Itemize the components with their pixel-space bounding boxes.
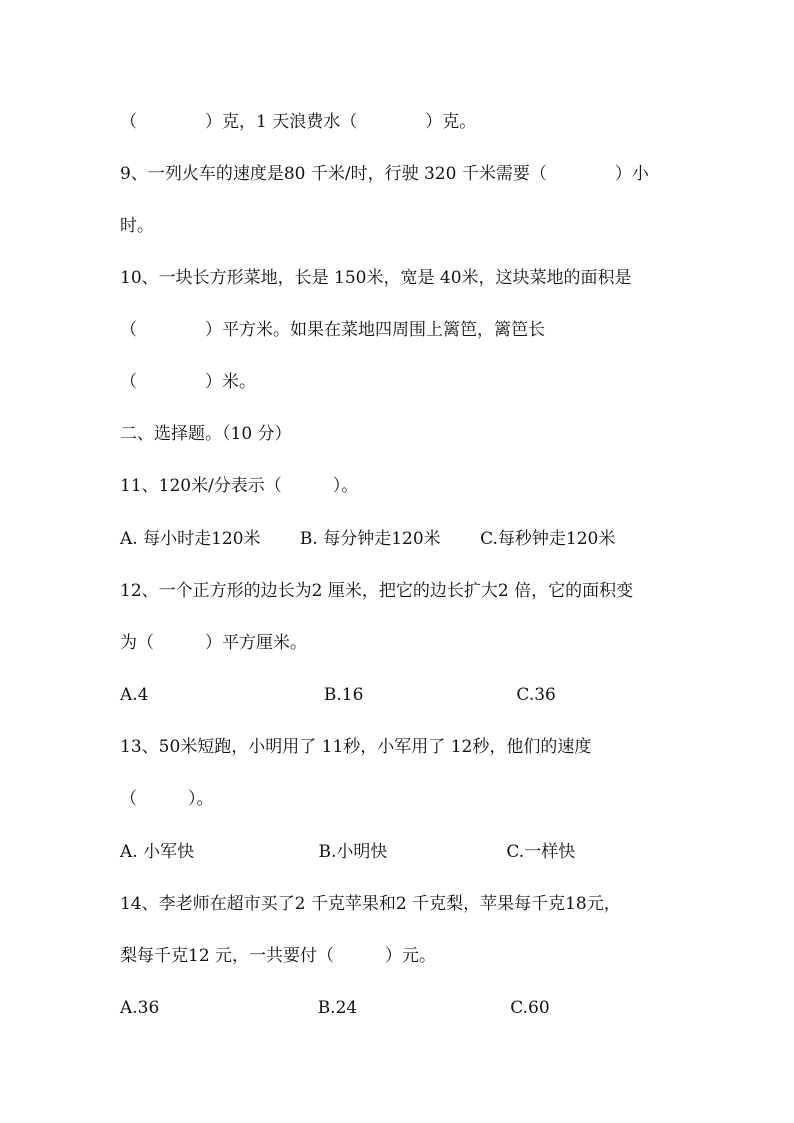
q9-text-continuation: 时。 (120, 216, 154, 236)
q14-text: 14、李老师在超市买了2 千克苹果和2 千克梨，苹果每千克18元， (120, 894, 621, 914)
q13-options: A. 小军快 B.小明快 C.一样快 (120, 842, 576, 862)
q12-text: 12、一个正方形的边长为2 厘米，把它的边长扩大2 倍，它的面积变 (120, 581, 634, 601)
section-heading-choice: 二、选择题。（10 分） (120, 424, 292, 444)
q12-text-continuation: 为（ ）平方厘米。 (120, 633, 307, 653)
q14-text-continuation: 梨每千克12 元，一共要付（ ）元。 (120, 946, 437, 966)
q9-text: 9、一列火车的速度是80 千米/时，行驶 320 千米需要（ ）小 (120, 164, 649, 184)
q11-text: 11、120米/分表示（ ）。 (120, 476, 359, 496)
q8-continuation-line: （ ）克，1 天浪费水（ ）克。 (120, 112, 477, 132)
q12-options: A.4 B.16 C.36 (120, 685, 556, 705)
q10-text-line3: （ ）米。 (120, 372, 256, 392)
q14-options: A.36 B.24 C.60 (120, 998, 550, 1018)
q13-text-continuation: （ ）。 (120, 789, 214, 809)
q13-text: 13、50米短跑，小明用了 11秒，小军用了 12秒，他们的速度 (120, 737, 592, 757)
q11-options: A. 每小时走120米 B. 每分钟走120米 C.每秒钟走120米 (120, 529, 616, 549)
q10-text: 10、一块长方形菜地，长是 150米，宽是 40米，这块菜地的面积是 (120, 268, 632, 288)
q10-text-line2: （ ）平方米。如果在菜地四周围上篱笆，篱笆长 (120, 320, 545, 340)
